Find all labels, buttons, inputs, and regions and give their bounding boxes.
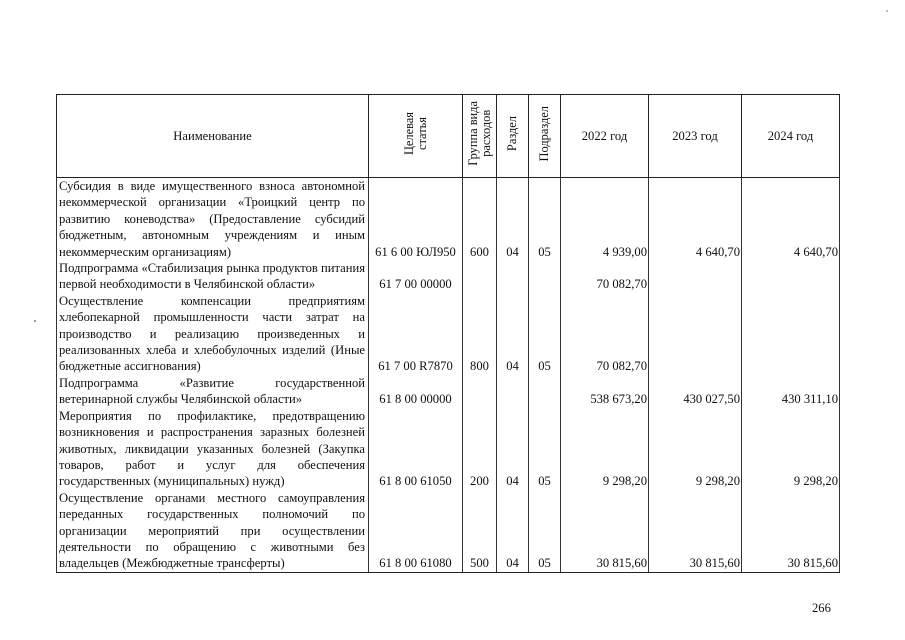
row-target-article: 61 7 00 R7870 xyxy=(369,293,463,375)
row-subsection: 05 xyxy=(529,178,561,261)
row-section: 04 xyxy=(497,490,529,573)
row-amount-2024: 30 815,60 xyxy=(742,490,840,573)
row-expense-group: 800 xyxy=(463,293,497,375)
row-section xyxy=(497,375,529,408)
row-amount-2024: 9 298,20 xyxy=(742,408,840,490)
row-target-article: 61 7 00 00000 xyxy=(369,260,463,293)
row-subsection xyxy=(529,260,561,293)
row-subsection: 05 xyxy=(529,490,561,573)
row-amount-2023: 4 640,70 xyxy=(649,178,742,261)
row-expense-group: 500 xyxy=(463,490,497,573)
row-amount-2022: 4 939,00 xyxy=(561,178,649,261)
row-subsection: 05 xyxy=(529,408,561,490)
row-section: 04 xyxy=(497,178,529,261)
row-target-article: 61 8 00 00000 xyxy=(369,375,463,408)
row-target-article: 61 8 00 61050 xyxy=(369,408,463,490)
row-name: Осуществление органами местного самоуправления переданных государственных полномочий по организации мероприятий при осуществлении деятельности по обращению с животными без владельцев (Межбюджетные трансферты) xyxy=(57,490,369,573)
row-name: Субсидия в виде имущественного взноса автономной некоммерческой организации «Троицкий центр по развитию коневодства» (Предоставление субсидий бюджетным, автономным учреждениям и иным некоммерческим организациям) xyxy=(57,178,369,261)
row-subsection xyxy=(529,375,561,408)
table-header-row xyxy=(57,95,840,178)
row-subsection: 05 xyxy=(529,293,561,375)
row-amount-2023: 30 815,60 xyxy=(649,490,742,573)
row-expense-group xyxy=(463,375,497,408)
header-name: Наименование xyxy=(57,95,369,178)
row-amount-2022: 70 082,70 xyxy=(561,260,649,293)
row-amount-2024: 4 640,70 xyxy=(742,178,840,261)
row-section xyxy=(497,260,529,293)
row-name: Подпрограмма «Развитие государственной ветеринарной службы Челябинской области» xyxy=(57,375,369,408)
row-target-article: 61 6 00 ЮЛ950 xyxy=(369,178,463,261)
row-name: Мероприятия по профилактике, предотвращению возникновения и распространения заразных болезней животных, ликвидации указанных болезней (Закупка товаров, работ и услуг для обеспечения государственных (муниципальных) нужд) xyxy=(57,408,369,490)
scan-speck xyxy=(34,320,36,322)
header-subsection: Подраздел xyxy=(529,95,561,178)
row-target-article: 61 8 00 61080 xyxy=(369,490,463,573)
row-amount-2022: 538 673,20 xyxy=(561,375,649,408)
header-section: Раздел xyxy=(497,95,529,178)
row-amount-2024 xyxy=(742,293,840,375)
header-year-2024: 2024 год xyxy=(742,95,840,178)
budget-table xyxy=(56,94,840,573)
table-row xyxy=(57,293,840,375)
row-amount-2022: 9 298,20 xyxy=(561,408,649,490)
row-name: Осуществление компенсации предприятиям хлебопекарной промышленности части затрат на производство и реализацию произведенных и реализованных хлеба и хлебобулочных изделий (Иные бюджетные ассигнования) xyxy=(57,293,369,375)
budget-table-container xyxy=(56,94,839,573)
row-expense-group: 600 xyxy=(463,178,497,261)
row-amount-2023 xyxy=(649,260,742,293)
row-name: Подпрограмма «Стабилизация рынка продуктов питания первой необходимости в Челябинской области» xyxy=(57,260,369,293)
row-expense-group xyxy=(463,260,497,293)
row-amount-2023: 430 027,50 xyxy=(649,375,742,408)
page-number: 266 xyxy=(812,601,831,615)
row-expense-group: 200 xyxy=(463,408,497,490)
row-amount-2023: 9 298,20 xyxy=(649,408,742,490)
table-row xyxy=(57,490,840,573)
row-amount-2022: 70 082,70 xyxy=(561,293,649,375)
header-year-2023: 2023 год xyxy=(649,95,742,178)
row-amount-2023 xyxy=(649,293,742,375)
row-amount-2024: 430 311,10 xyxy=(742,375,840,408)
table-row xyxy=(57,178,840,261)
header-year-2022: 2022 год xyxy=(561,95,649,178)
header-target-article: Целевая статья xyxy=(369,95,463,178)
row-amount-2024 xyxy=(742,260,840,293)
row-amount-2022: 30 815,60 xyxy=(561,490,649,573)
row-section: 04 xyxy=(497,408,529,490)
table-row xyxy=(57,375,840,408)
table-row xyxy=(57,260,840,293)
row-section: 04 xyxy=(497,293,529,375)
scan-speck xyxy=(886,10,888,12)
table-row xyxy=(57,408,840,490)
header-expense-group: Группа вида расходов xyxy=(463,95,497,178)
